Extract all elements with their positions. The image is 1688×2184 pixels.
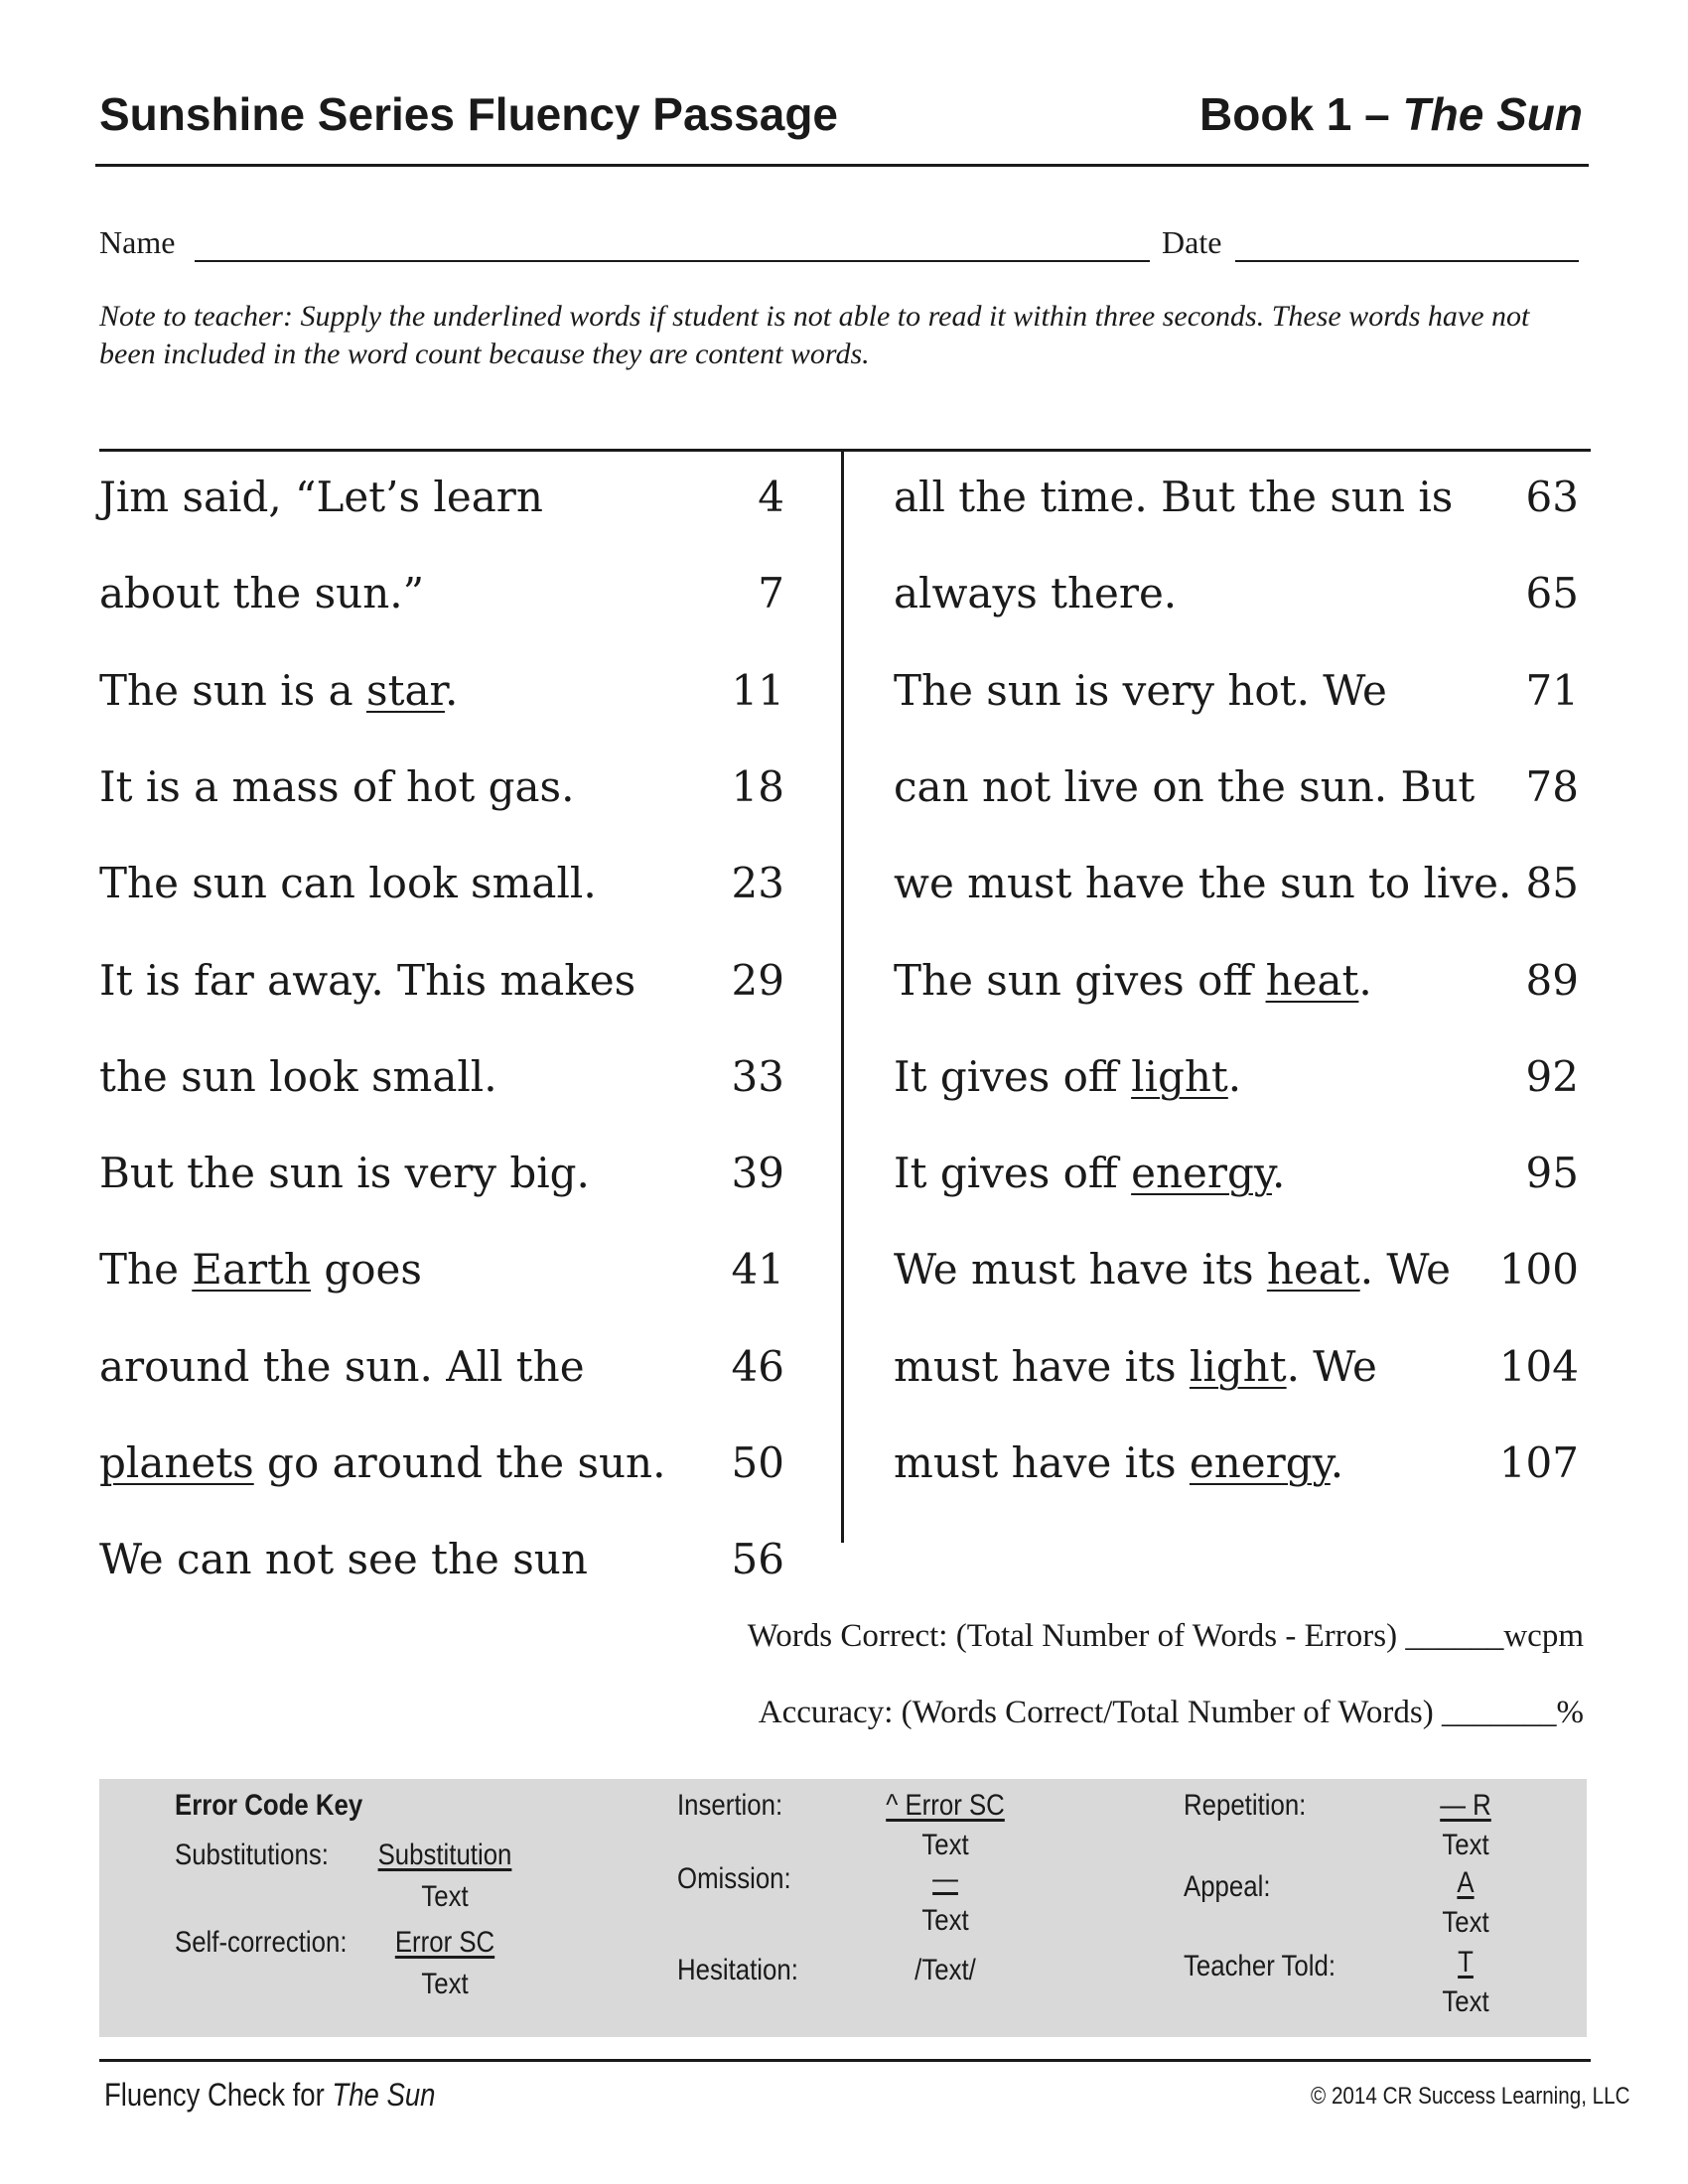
word-count: 89 bbox=[1525, 956, 1579, 1005]
insertion-text: Text bbox=[921, 1829, 969, 1861]
passage-text: always there. bbox=[894, 569, 1178, 617]
passage-text: around the sun. All the bbox=[99, 1342, 585, 1391]
content-word: energy bbox=[1131, 1149, 1272, 1197]
self-correction-mark: Error SC bbox=[394, 1926, 495, 1959]
passage-line bbox=[894, 569, 1177, 617]
accuracy-formula: Accuracy: (Words Correct/Total Number of Words) _______% bbox=[758, 1695, 1584, 1730]
error-key-title: Error Code Key bbox=[175, 1789, 363, 1822]
passage-text: we must have the sun to live. bbox=[894, 859, 1512, 907]
passage-text: . bbox=[1358, 956, 1372, 1005]
passage-text: . We bbox=[1286, 1342, 1377, 1391]
passage-text: The sun is a bbox=[99, 666, 367, 715]
passage-text: all the time. But the sun is bbox=[894, 473, 1454, 521]
passage-line bbox=[894, 1438, 1343, 1487]
insertion-mark: ^ Error SC bbox=[886, 1789, 1005, 1822]
omission-label: Omission: bbox=[677, 1862, 791, 1895]
word-count: 104 bbox=[1498, 1342, 1579, 1391]
page-title: Sunshine Series Fluency Passage bbox=[99, 88, 838, 140]
header-rule bbox=[95, 164, 1589, 167]
self-correction-label: Self-correction: bbox=[175, 1926, 348, 1959]
content-word: star bbox=[366, 666, 445, 715]
passage-text: goes bbox=[311, 1245, 422, 1294]
passage-text: We can not see the sun bbox=[99, 1535, 588, 1583]
word-count: 41 bbox=[731, 1245, 784, 1294]
word-count: 92 bbox=[1525, 1052, 1579, 1101]
word-count: 107 bbox=[1498, 1438, 1579, 1487]
passage-text: can not live on the sun. But bbox=[894, 762, 1476, 811]
repetition-mark: — R bbox=[1440, 1789, 1491, 1822]
word-count: 85 bbox=[1525, 859, 1579, 907]
substitution-mark: Substitution bbox=[377, 1839, 512, 1871]
footer-label bbox=[104, 2077, 435, 2114]
word-count: 39 bbox=[731, 1149, 784, 1197]
passage-line bbox=[99, 666, 458, 715]
passage-text: The bbox=[99, 1245, 193, 1294]
passage-text: The sun can look small. bbox=[99, 859, 597, 907]
word-count: 7 bbox=[758, 569, 784, 617]
word-count: 65 bbox=[1525, 569, 1579, 617]
passage-text: We must have its bbox=[894, 1245, 1267, 1294]
date-label: Date bbox=[1162, 224, 1222, 260]
book-title bbox=[1199, 87, 1583, 141]
passage-line bbox=[99, 1052, 497, 1101]
word-count: 4 bbox=[758, 473, 784, 521]
passage-line bbox=[894, 762, 1475, 811]
teacher-note: Note to teacher: Supply the underlined words if student is not able to read it within three seconds. These words have not been included in the word count because they are content words. bbox=[99, 300, 1530, 370]
passage-line bbox=[99, 956, 635, 1005]
word-count: 46 bbox=[731, 1342, 784, 1391]
passage-line bbox=[894, 1342, 1377, 1391]
passage-text: . We bbox=[1359, 1245, 1451, 1294]
footer-title: The Sun bbox=[332, 2077, 436, 2113]
word-count: 50 bbox=[731, 1438, 784, 1487]
passage-text: But the sun is very big. bbox=[99, 1149, 590, 1197]
word-count: 33 bbox=[731, 1052, 784, 1101]
content-word: Earth bbox=[192, 1245, 311, 1294]
passage-text: about the sun.” bbox=[99, 569, 425, 617]
words-correct-formula: Words Correct: (Total Number of Words - Errors) ______wcpm bbox=[747, 1618, 1584, 1654]
passage-line bbox=[99, 1149, 590, 1197]
teacher-told-text: Text bbox=[1442, 1985, 1489, 2018]
passage-line bbox=[894, 1245, 1451, 1294]
book-prefix: Book 1 – bbox=[1199, 88, 1403, 140]
passage-line bbox=[99, 569, 424, 617]
hesitation-mark: /Text/ bbox=[914, 1954, 976, 1986]
footer-rule bbox=[99, 2059, 1591, 2062]
passage-line bbox=[894, 1149, 1285, 1197]
name-label: Name bbox=[99, 224, 176, 260]
passage-line bbox=[99, 762, 574, 811]
content-word: heat bbox=[1265, 956, 1359, 1005]
word-count: 56 bbox=[731, 1535, 784, 1583]
passage-line bbox=[99, 1342, 585, 1391]
word-count: 95 bbox=[1525, 1149, 1579, 1197]
name-field[interactable] bbox=[195, 260, 1150, 262]
footer-prefix: Fluency Check for bbox=[104, 2077, 333, 2113]
teacher-told-mark: T bbox=[1458, 1946, 1474, 1979]
word-count: 18 bbox=[731, 762, 784, 811]
passage-text: . bbox=[1271, 1149, 1286, 1197]
content-word: light bbox=[1189, 1342, 1287, 1391]
appeal-mark: A bbox=[1457, 1866, 1475, 1899]
passage-line bbox=[894, 859, 1511, 907]
word-count: 29 bbox=[731, 956, 784, 1005]
hesitation-label: Hesitation: bbox=[677, 1954, 798, 1986]
passage-line bbox=[99, 1438, 665, 1487]
content-word: heat bbox=[1266, 1245, 1360, 1294]
passage-text: . bbox=[444, 666, 459, 715]
teacher-told-label: Teacher Told: bbox=[1184, 1950, 1336, 1982]
date-field[interactable] bbox=[1235, 260, 1579, 262]
word-count: 11 bbox=[731, 666, 784, 715]
passage-text: . bbox=[1227, 1052, 1242, 1101]
content-word: planets bbox=[99, 1438, 254, 1487]
substitutions-label: Substitutions: bbox=[175, 1839, 329, 1871]
passage-text: It is far away. This makes bbox=[99, 956, 636, 1005]
passage-text: It is a mass of hot gas. bbox=[99, 762, 575, 811]
passage-text: . bbox=[1330, 1438, 1344, 1487]
self-correction-text: Text bbox=[421, 1968, 469, 2000]
word-count: 23 bbox=[731, 859, 784, 907]
passage-line bbox=[894, 956, 1372, 1005]
passage-line bbox=[99, 473, 543, 521]
error-code-key bbox=[99, 1779, 1587, 2037]
passage-text: Jim said, “Let’s learn bbox=[99, 473, 543, 521]
content-word: light bbox=[1131, 1052, 1228, 1101]
repetition-text: Text bbox=[1442, 1829, 1489, 1861]
word-count: 100 bbox=[1498, 1245, 1579, 1294]
copyright: © 2014 CR Success Learning, LLC bbox=[1311, 2083, 1630, 2110]
word-count: 78 bbox=[1525, 762, 1579, 811]
passage-text: go around the sun. bbox=[253, 1438, 666, 1487]
word-count: 71 bbox=[1525, 666, 1579, 715]
passage-line bbox=[99, 1535, 588, 1583]
omission-mark: — bbox=[932, 1862, 958, 1895]
passage-line bbox=[99, 1245, 422, 1294]
word-count: 63 bbox=[1525, 473, 1579, 521]
insertion-label: Insertion: bbox=[677, 1789, 783, 1822]
passage-text: It gives off bbox=[894, 1149, 1132, 1197]
passage-text: The sun gives off bbox=[894, 956, 1266, 1005]
content-word: energy bbox=[1189, 1438, 1331, 1487]
substitution-text: Text bbox=[421, 1880, 469, 1913]
column-divider bbox=[841, 449, 844, 1543]
passage-top-rule bbox=[99, 449, 1591, 452]
passage-text: must have its bbox=[894, 1438, 1190, 1487]
passage-text: must have its bbox=[894, 1342, 1190, 1391]
passage-text: It gives off bbox=[894, 1052, 1132, 1101]
passage-text: the sun look small. bbox=[99, 1052, 497, 1101]
repetition-label: Repetition: bbox=[1184, 1789, 1307, 1822]
omission-text: Text bbox=[921, 1904, 969, 1937]
passage-line bbox=[894, 473, 1453, 521]
passage-line bbox=[894, 666, 1387, 715]
book-name: The Sun bbox=[1402, 88, 1583, 140]
appeal-text: Text bbox=[1442, 1906, 1489, 1939]
passage-line bbox=[894, 1052, 1241, 1101]
passage-line bbox=[99, 859, 597, 907]
appeal-label: Appeal: bbox=[1184, 1870, 1271, 1903]
passage-text: The sun is very hot. We bbox=[894, 666, 1387, 715]
